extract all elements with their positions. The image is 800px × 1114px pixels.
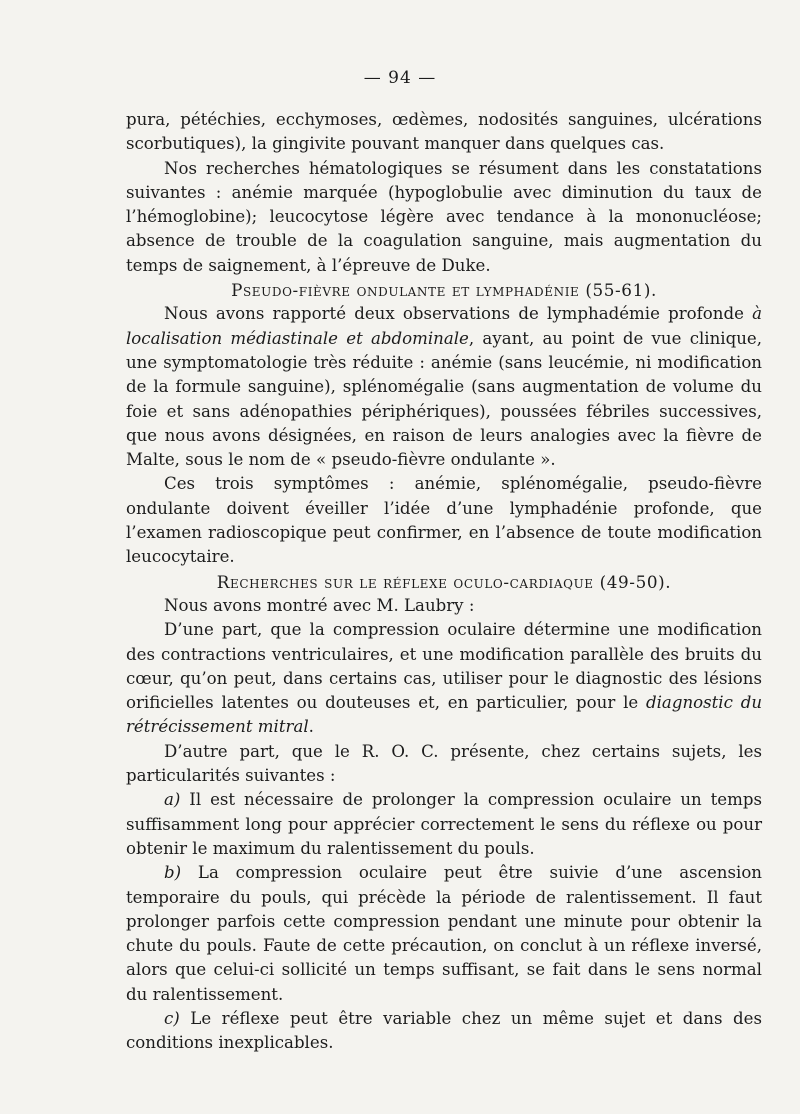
list-item — [126, 861, 762, 1007]
paragraph-dautre-part: D’autre part, que le R. O. C. présente, chez certains sujets, les particularités suivantes : — [126, 741, 762, 786]
section-heading-pseudo-fievre: Pseudo-fièvre ondulante et lymphadénie (55-61). — [231, 280, 657, 301]
body-text — [126, 108, 762, 1056]
section-heading-reflexe: Recherches sur le réflexe oculo-cardiaque (49-50). — [216, 571, 672, 592]
text-run: Nous avons rapporté deux observations de lymphadémie profonde — [164, 304, 753, 324]
list-item — [126, 1007, 762, 1056]
list-marker: a) — [164, 790, 181, 810]
list-item — [126, 788, 762, 861]
text-run: D’une part, que la compression oculaire détermine une modification des contractions ventriculaires, et une modification parallèle des bruits du cœur, qu’on peut, dans certains cas, utiliser pour le diagnostic des lésions orificielles latentes ou douteuses et, en particulier, pour le — [126, 620, 762, 713]
text-run: , ayant, au point de vue clinique, une symptomatologie très réduite : anémie (sans leucémie, ni modification de la formule sanguine), splénomégalie (sans augmentation de volume du foie et sans adénopathies périphériques), poussées fébriles successives, que nous avons désignées, en raison de leurs analogies avec la fièvre de Malte, sous le nom de « pseudo-fièvre ondulante ». — [126, 328, 762, 470]
italic-run: diagnostic du rétrécissement mitral — [126, 693, 763, 737]
italic-run: à localisation médiastinale et abdominale — [126, 304, 762, 348]
paragraph-continuation: pura, pétéchies, ecchymoses, œdèmes, nodosités sanguines, ulcérations scorbutiques), la gingivite pouvant manquer dans quelques cas. — [126, 110, 762, 154]
paragraph-symptomes: Ces trois symptômes : anémie, splénomégalie, pseudo-fièvre ondulante doivent éveiller l’idée d’une lymphadénie profonde, que l’examen radioscopique peut confirmer, en l’absence de toute modification leucocytaire. — [126, 474, 762, 567]
paragraph-laubry: Nous avons montré avec M. Laubry : — [164, 595, 475, 615]
page-number: — 94 — — [363, 68, 437, 88]
text-run: . — [308, 717, 314, 737]
paragraph-lymphademie — [126, 302, 762, 472]
list-marker: c) — [164, 1008, 180, 1028]
list-item-text: Le réflexe peut être variable chez un même sujet et dans des conditions inexplicables. — [126, 1008, 762, 1053]
list-marker: b) — [164, 863, 182, 883]
paragraph-hematology: Nos recherches hématologiques se résument dans les constatations suivantes : anémie marquée (hypoglobulie avec diminution du taux de l’hémoglobine); leucocytose légère avec tendance à la mononucléose; absence de trouble de la coagulation sanguine, mais augmentation du temps de saignement, à l’épreuve de Duke. — [126, 158, 762, 275]
paragraph-dune-part — [126, 618, 762, 739]
list-item-text: La compression oculaire peut être suivie d’une ascension temporaire du pouls, qui précède la période de ralentissement. Il faut prolonger parfois cette compression pendant une minute pour obtenir la chute du pouls. Faute de cette précaution, on conclut à un réflexe inversé, alors que celui-ci sollicité un temps suffisant, se fait dans le sens normal du ralentissement. — [126, 863, 762, 1004]
list-item-text: Il est nécessaire de prolonger la compression oculaire un temps suffisamment long pour apprécier correctement le sens du réflexe ou pour obtenir le maximum du ralentissement du pouls. — [126, 790, 762, 858]
